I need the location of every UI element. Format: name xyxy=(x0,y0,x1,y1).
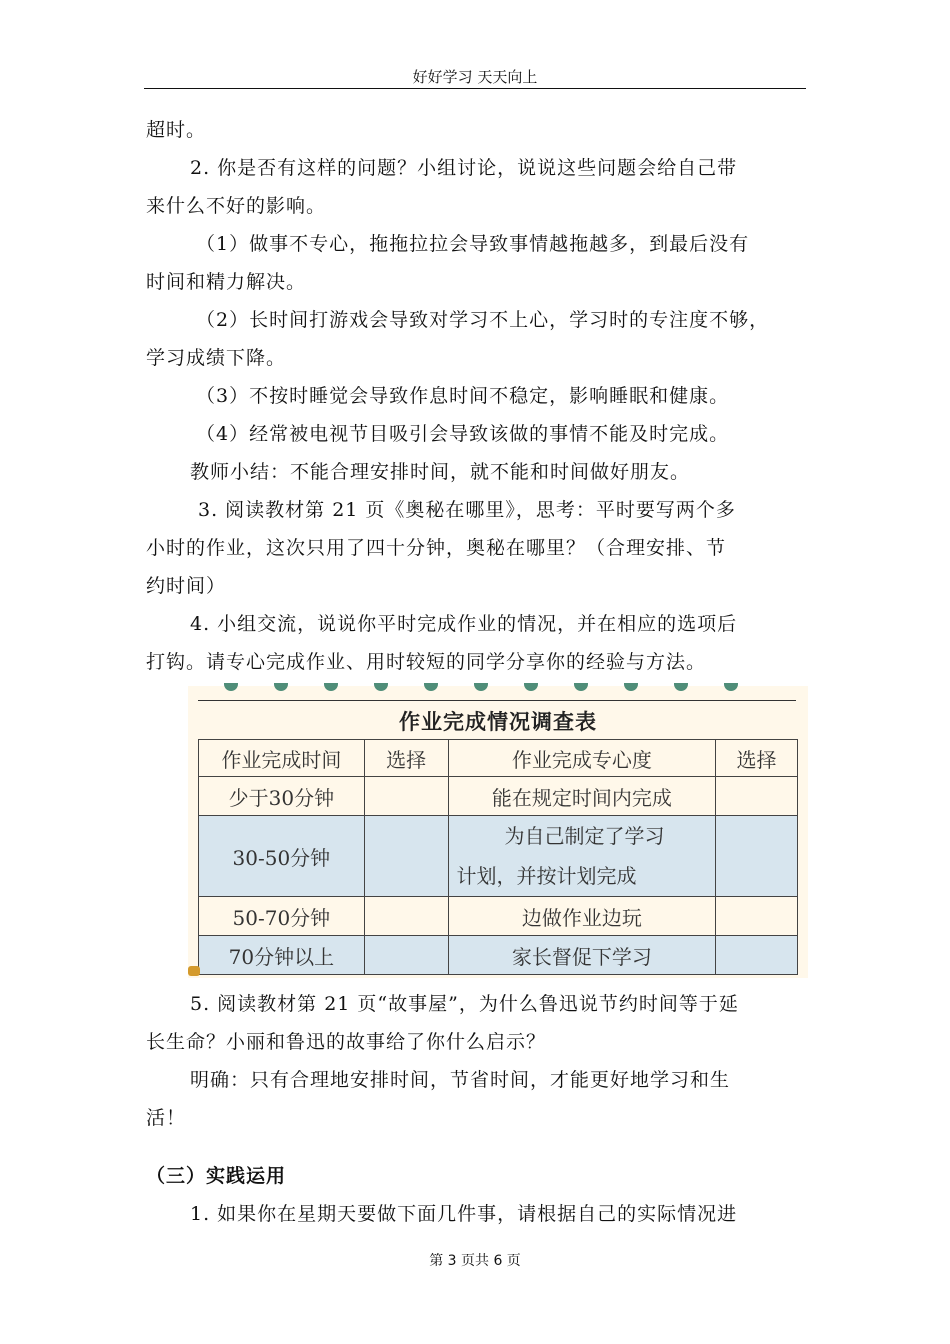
body-line: 活！ xyxy=(146,1107,187,1129)
section-heading: （三）实践运用 xyxy=(146,1165,287,1187)
cell-choice[interactable] xyxy=(364,936,448,975)
cell-choice[interactable] xyxy=(364,897,448,936)
cell-time: 30-50分钟 xyxy=(199,816,365,897)
body-line: 明确：只有合理地安排时间，节省时间，才能更好地学习和生 xyxy=(190,1069,731,1091)
cell-focus-line: 为自己制定了学习 xyxy=(504,824,665,848)
survey-table-title: 作业完成情况调查表 xyxy=(399,709,597,734)
body-line: 打钩。请专心完成作业、用时较短的同学分享你的经验与方法。 xyxy=(146,651,707,673)
image-anchor-icon xyxy=(188,966,200,976)
cell-focus-line: 计划，并按计划完成 xyxy=(456,864,637,888)
cell-choice-2[interactable] xyxy=(716,936,798,975)
table-top-rule xyxy=(198,700,796,701)
survey-table xyxy=(198,739,798,975)
cell-focus: 能在规定时间内完成 xyxy=(448,777,716,816)
table-row xyxy=(199,816,798,897)
cell-focus: 家长督促下学习 xyxy=(448,936,716,975)
table-row xyxy=(199,777,798,816)
body-line: 约时间） xyxy=(146,575,227,597)
body-line: 教师小结：不能合理安排时间，就不能和时间做好朋友。 xyxy=(190,461,691,483)
body-line: （3）不按时睡觉会导致作息时间不稳定，影响睡眠和健康。 xyxy=(196,385,730,407)
cell-focus xyxy=(448,816,716,897)
body-line: （4）经常被电视节目吸引会导致该做的事情不能及时完成。 xyxy=(196,423,730,445)
page-header: 好好学习 天天向上 xyxy=(412,68,538,86)
body-line: 4. 小组交流，说说你平时完成作业的情况，并在相应的选项后 xyxy=(190,613,738,635)
cell-choice[interactable] xyxy=(364,816,448,897)
survey-table-figure xyxy=(188,686,808,978)
table-row xyxy=(199,897,798,936)
cell-choice[interactable] xyxy=(364,777,448,816)
cell-choice-2[interactable] xyxy=(716,777,798,816)
cell-time: 70分钟以上 xyxy=(199,936,365,975)
col-header-time: 作业完成时间 xyxy=(199,740,365,777)
cell-time: 50-70分钟 xyxy=(199,897,365,936)
body-line: 时间和精力解决。 xyxy=(146,271,307,293)
table-row xyxy=(199,936,798,975)
body-line: 长生命？小丽和鲁迅的故事给了你什么启示？ xyxy=(146,1031,547,1053)
col-header-choice-2: 选择 xyxy=(716,740,798,777)
cell-choice-2[interactable] xyxy=(716,897,798,936)
body-line: 超时。 xyxy=(146,119,207,141)
cell-choice-2[interactable] xyxy=(716,816,798,897)
cell-focus: 边做作业边玩 xyxy=(448,897,716,936)
header-divider xyxy=(144,88,806,89)
decorative-dots xyxy=(188,686,808,696)
body-line: （1）做事不专心，拖拖拉拉会导致事情越拖越多，到最后没有 xyxy=(196,233,750,255)
body-line: 2. 你是否有这样的问题？小组讨论，说说这些问题会给自己带 xyxy=(190,157,738,179)
body-line: 5. 阅读教材第 21 页“故事屋”，为什么鲁迅说节约时间等于延 xyxy=(190,993,739,1015)
body-line: （2）长时间打游戏会导致对学习不上心，学习时的专注度不够， xyxy=(196,309,770,331)
body-line: 1. 如果你在星期天要做下面几件事，请根据自己的实际情况进 xyxy=(190,1203,738,1225)
body-line: 来什么不好的影响。 xyxy=(146,195,327,217)
col-header-choice: 选择 xyxy=(364,740,448,777)
col-header-focus: 作业完成专心度 xyxy=(448,740,716,777)
table-header-row xyxy=(199,740,798,777)
cell-time: 少于30分钟 xyxy=(199,777,365,816)
page-footer: 第 3 页共 6 页 xyxy=(429,1253,521,1269)
body-line: 学习成绩下降。 xyxy=(146,347,287,369)
body-line: 小时的作业，这次只用了四十分钟，奥秘在哪里？（合理安排、节 xyxy=(146,537,727,559)
body-line: 3. 阅读教材第 21 页《奥秘在哪里》，思考：平时要写两个多 xyxy=(198,499,736,521)
